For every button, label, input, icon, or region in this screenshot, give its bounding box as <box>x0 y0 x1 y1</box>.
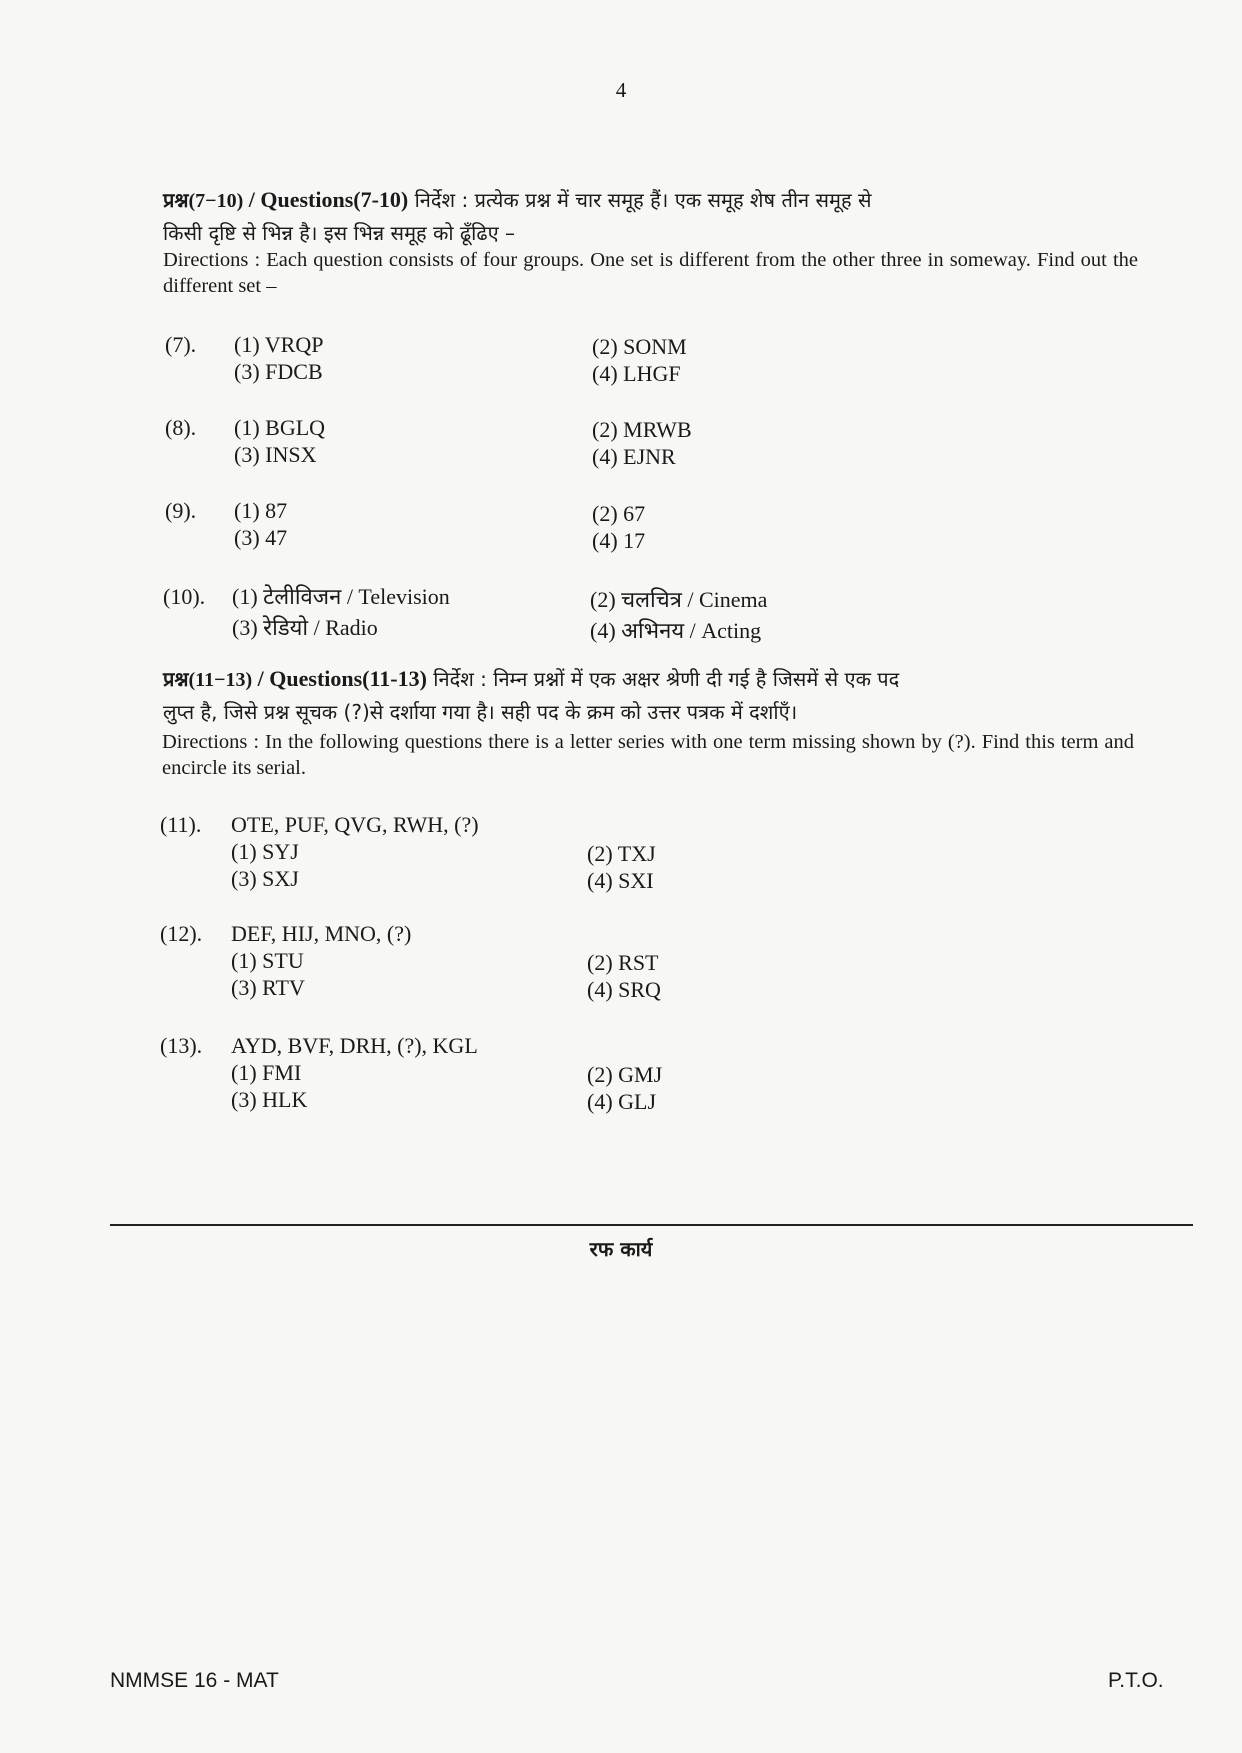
option-2: (2) चलचित्र / Cinema <box>590 587 768 612</box>
question-number: (11). <box>160 812 202 837</box>
question-number: (8). <box>165 415 197 440</box>
hindi-directions-line1: निर्देश : निम्न प्रश्नों में एक अक्षर श्रेणी दी गई है जिसमें से एक पद <box>426 667 900 691</box>
option-3: (3) INSX <box>234 442 317 467</box>
option-2: (2) SONM <box>592 334 687 359</box>
option-3: (3) SXJ <box>231 866 299 891</box>
option-2: (2) TXJ <box>587 841 656 866</box>
hindi-directions-line2: लुप्त है, जिसे प्रश्न सूचक (?)से दर्शाया गया है। सही पद के क्रम को उत्तर पत्रक में दर्शाएँ। <box>163 700 798 724</box>
page-number: 4 <box>615 78 627 102</box>
slash: / <box>252 666 270 691</box>
option-1: (1) VRQP <box>234 332 324 357</box>
footer-paper-code: NMMSE 16 - MAT <box>110 1669 279 1692</box>
option-3: (3) FDCB <box>234 359 323 384</box>
question-range-english: Questions(7-10) <box>260 187 409 212</box>
question-range-hindi: प्रश्न(7−10) <box>163 190 244 212</box>
option-4: (4) LHGF <box>592 361 681 386</box>
hindi-directions-line1: निर्देश : प्रत्येक प्रश्न में चार समूह हैं। एक समूह शेष तीन समूह से <box>408 188 872 212</box>
option-4: (4) 17 <box>592 528 646 553</box>
option-4: (4) SXI <box>587 868 654 893</box>
slash: / <box>243 187 261 212</box>
footer-pto: P.T.O. <box>1108 1669 1164 1692</box>
option-2: (2) RST <box>587 950 659 975</box>
option-2: (2) GMJ <box>587 1062 663 1087</box>
option-1: (1) टेलीविजन / Television <box>232 584 450 609</box>
section-header-11-13 <box>163 663 1138 728</box>
hindi-directions-line2: किसी दृष्टि से भिन्न है। इस भिन्न समूह को ढूँढिए – <box>163 221 516 245</box>
question-stem: OTE, PUF, QVG, RWH, (?) <box>231 812 479 837</box>
question-number: (13). <box>160 1033 203 1058</box>
option-1: (1) FMI <box>231 1060 302 1085</box>
option-1: (1) SYJ <box>231 839 299 864</box>
divider-rule <box>110 1224 1193 1226</box>
option-2: (2) MRWB <box>592 417 692 442</box>
question-stem: DEF, HIJ, MNO, (?) <box>231 921 412 946</box>
option-4: (4) SRQ <box>587 977 661 1002</box>
option-1: (1) BGLQ <box>234 415 326 440</box>
option-4: (4) GLJ <box>587 1089 657 1114</box>
option-1: (1) 87 <box>234 498 288 523</box>
option-3: (3) 47 <box>234 525 288 550</box>
option-3: (3) HLK <box>231 1087 308 1112</box>
question-range-hindi: प्रश्न(11−13) <box>163 669 253 691</box>
option-3: (3) रेडियो / Radio <box>232 615 378 640</box>
option-4: (4) EJNR <box>592 444 676 469</box>
question-range-english: Questions(11-13) <box>269 666 427 691</box>
rough-work-label: रफ कार्य <box>589 1237 653 1261</box>
question-number: (7). <box>165 332 197 357</box>
question-stem: AYD, BVF, DRH, (?), KGL <box>231 1033 478 1058</box>
option-1: (1) STU <box>231 948 304 973</box>
option-4: (4) अभिनय / Acting <box>590 618 762 643</box>
question-number: (12). <box>160 921 203 946</box>
option-2: (2) 67 <box>592 501 646 526</box>
section-header-7-10 <box>163 184 1138 249</box>
english-directions-7-10: Directions : Each question consists of four groups. One set is different from the other three in someway. Find out the different set – <box>163 249 1138 297</box>
english-directions-11-13: Directions : In the following questions there is a letter series with one term missing shown by (?). Find this term and encircle its serial. <box>162 731 1134 779</box>
option-3: (3) RTV <box>231 975 305 1000</box>
question-number: (10). <box>163 584 206 609</box>
question-number: (9). <box>165 498 197 523</box>
